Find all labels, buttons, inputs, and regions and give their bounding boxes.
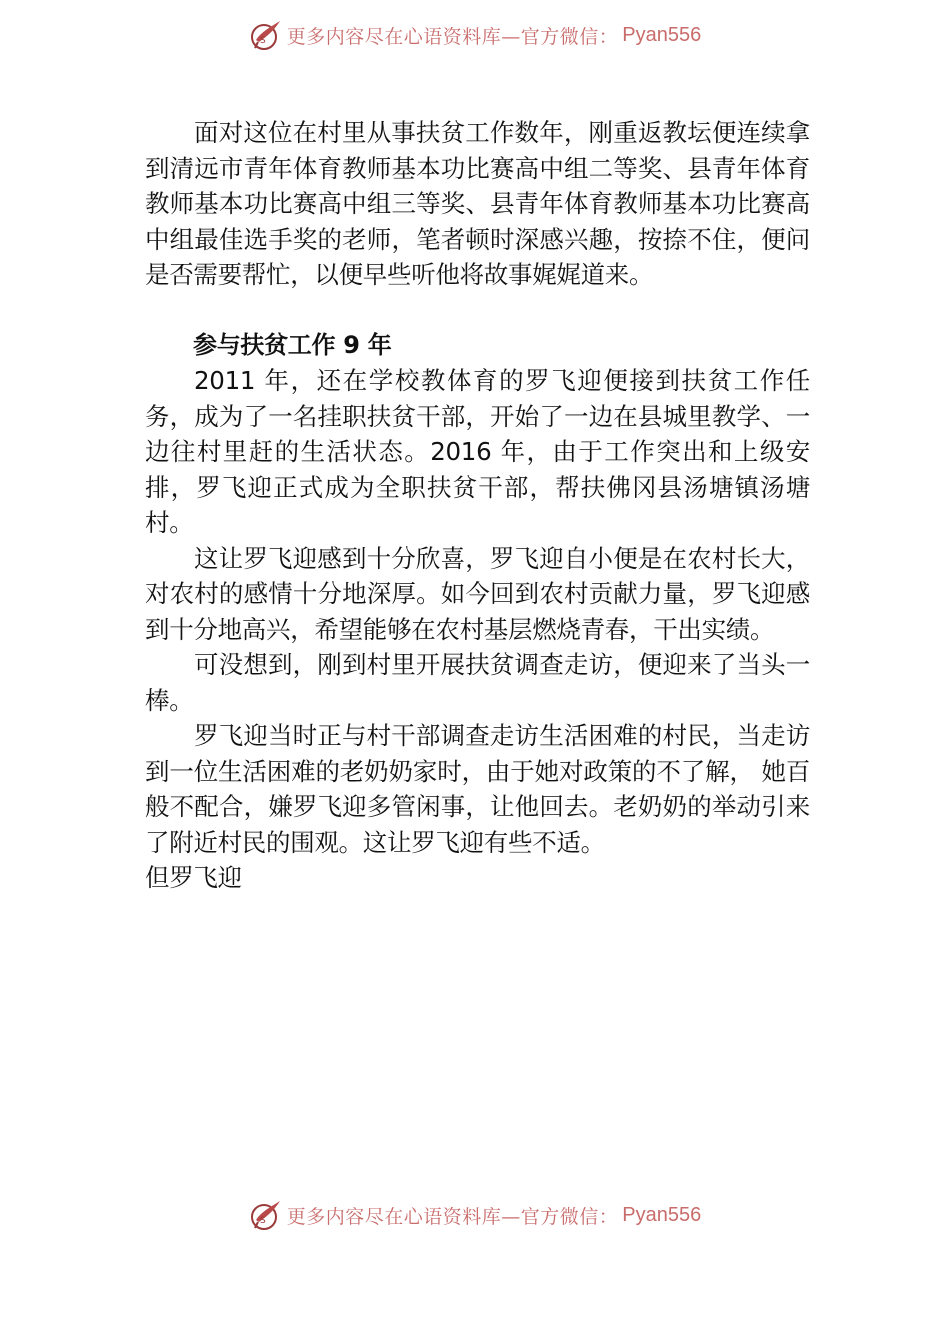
article-body [145,115,810,896]
watermark-wechat-id: Pyan556 [622,1203,702,1226]
body-paragraph: 可没想到，刚到村里开展扶贫调查走访，便迎来了当头一棒。 [145,650,810,715]
trailing-text: 但罗飞迎 [145,863,242,892]
footer-watermark [0,1195,950,1235]
paragraph-spacer [145,293,810,328]
watermark-wechat-id: Pyan556 [622,23,702,46]
intro-paragraph: 面对这位在村里从事扶贫工作数年，刚重返教坛便连续拿到清远市青年体育教师基本功比赛高中组二等奖、县青年体育教师基本功比赛高中组三等奖、县青年体育教师基本功比赛高中组最佳选手奖的老师，笔者顿时深感兴趣，按捺不住，便问是否需要帮忙，以便早些听他将故事娓娓道来。 [145,118,810,289]
quill-logo-icon [249,1198,283,1232]
svg-text:S: S [259,1216,266,1226]
body-paragraph: 这让罗飞迎感到十分欣喜，罗飞迎自小便是在农村长大，对农村的感情十分地深厚。如今回到农村贡献力量，罗飞迎感到十分地高兴，希望能够在农村基层燃烧青春，干出实绩。 [145,543,810,644]
body-paragraph: 2011 年，还在学校教体育的罗飞迎便接到扶贫工作任务，成为了一名挂职扶贫干部，开始了一边在县城里教学、一边往村里赶的生活状态。2016 年，由于工作突出和上级安排，罗飞迎正式成为全职扶贫干部，帮扶佛冈县汤塘镇汤塘村。 [145,366,810,537]
svg-text:S: S [259,36,266,46]
body-paragraph: 罗飞迎当时正与村干部调查走访生活困难的村民，当走访到一位生活困难的老奶奶家时，由于她对政策的不了解， 她百般不配合，嫌罗飞迎多管闲事，让他回去。老奶奶的举动引来了附近村民的围观。这让罗飞迎有些不适。 [145,721,810,857]
header-watermark [0,15,950,55]
section-heading: 参与扶贫工作 9 年 [193,330,392,359]
watermark-text: 更多内容尽在心语资料库—官方微信： [286,25,619,48]
watermark-text: 更多内容尽在心语资料库—官方微信： [286,1205,619,1228]
quill-logo-icon [249,18,283,52]
